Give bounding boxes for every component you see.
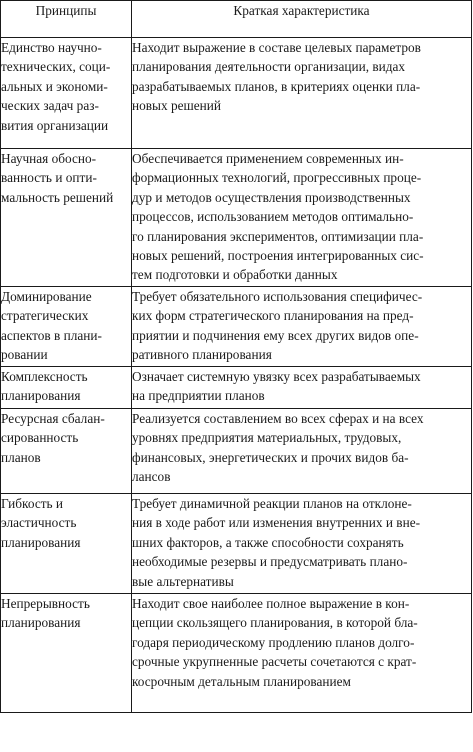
principle-line: стратегических [1,308,89,324]
principle-line: вития организации [1,117,109,133]
description-line: новых решений [132,98,221,114]
description-line: ких форм стратегического планирования на пред- [132,308,414,324]
description-line: ративного планирования [132,347,272,363]
table-body [1,38,472,713]
description-line: шних факторов, а также способности сохранять [132,534,404,550]
table-row [1,594,472,713]
principle-line: Комплексность [1,369,88,384]
description-cell [132,149,472,287]
description-cell [132,38,472,149]
principle-cell [1,494,132,594]
description-line: необходимые резервы и предусматривать плано- [132,554,408,570]
description-line: лансов [132,469,171,485]
principle-line: Единство научно- [1,40,102,55]
principle-line: сированность [1,430,79,446]
description-line: разрабатываемых планов, в критериях оценки пла- [132,78,421,94]
description-line: Означает системную увязку всех разрабатываемых [132,369,421,384]
principle-line: ванность и опти- [1,170,97,186]
description-line: Требует обязательного использования специфичес- [132,289,423,304]
description-line: формационных технологий, прогрессивных проце- [132,170,422,186]
principle-line: Гибкость и [1,496,64,511]
description-line: Обеспечивается применением современных ин- [132,151,404,166]
description-line: уровнях предприятия материальных, трудовых, [132,430,402,446]
table-row [1,409,472,494]
principle-line: альных и экономи- [1,78,108,94]
description-line: Реализуется составлением во всех сферах и на всех [132,411,424,426]
principle-line: Ресурсная сбалан- [1,411,105,426]
principle-line: аспектов в плани- [1,327,102,343]
principle-line: планов [1,449,41,465]
description-line: финансовых, энергетических и прочих видов ба- [132,449,409,465]
principle-line: мальность решений [1,189,114,205]
description-line: косрочным детальным планированием [132,673,351,689]
description-cell [132,367,472,409]
principle-line: планирования [1,388,81,404]
principle-cell [1,367,132,409]
description-line: Находит выражение в составе целевых параметров [132,40,421,55]
description-line: годаря периодическому продлению планов долго- [132,634,415,650]
principle-cell [1,594,132,713]
principle-line: Научная обосно- [1,151,97,166]
description-line: планирования деятельности организации, видах [132,59,406,75]
description-line: Находит свое наиболее полное выражение в кон- [132,596,410,611]
principle-line: ческих задач раз- [1,98,99,114]
principle-cell [1,38,132,149]
principle-cell [1,287,132,367]
description-line: цепции скользящего планирования, в которой бла- [132,615,418,631]
principle-line: планирования [1,534,81,550]
principle-cell [1,149,132,287]
description-line: тем подготовки и обработки данных [132,267,338,283]
table-row [1,287,472,367]
principle-line: Доминирование [1,289,92,304]
header-description: Краткая характеристика [132,1,472,38]
description-line: ния в ходе работ или изменения внутренних и вне- [132,515,421,531]
description-line: процессов, использованием методов оптимально- [132,209,414,225]
description-line: го планирования экспериментов, оптимизации пла- [132,228,424,244]
description-cell [132,494,472,594]
description-line: дур и методов осуществления производственных [132,189,411,205]
principle-line: ровании [1,347,48,363]
table-row [1,494,472,594]
principle-cell [1,409,132,494]
description-line: новых решений, построения интегрированных сис- [132,248,424,264]
description-line: приятии и подчинения ему всех других видов опе- [132,327,419,343]
description-line: вые альтернативы [132,573,234,589]
description-cell [132,287,472,367]
principle-line: эластичность [1,515,77,531]
table-row [1,367,472,409]
table-header [1,1,472,38]
description-line: Требует динамичной реакции планов на отклоне- [132,496,412,511]
description-cell [132,409,472,494]
table-row [1,149,472,287]
description-cell [132,594,472,713]
principle-line: планирования [1,615,81,631]
description-line: на предприятии планов [132,388,265,404]
principle-line: Непрерывность [1,596,90,611]
description-line: срочные укрупненные расчеты сочетаются с крат- [132,654,417,670]
header-principles: Принципы [1,1,132,38]
principle-line: технических, соци- [1,59,111,75]
table-row [1,38,472,149]
